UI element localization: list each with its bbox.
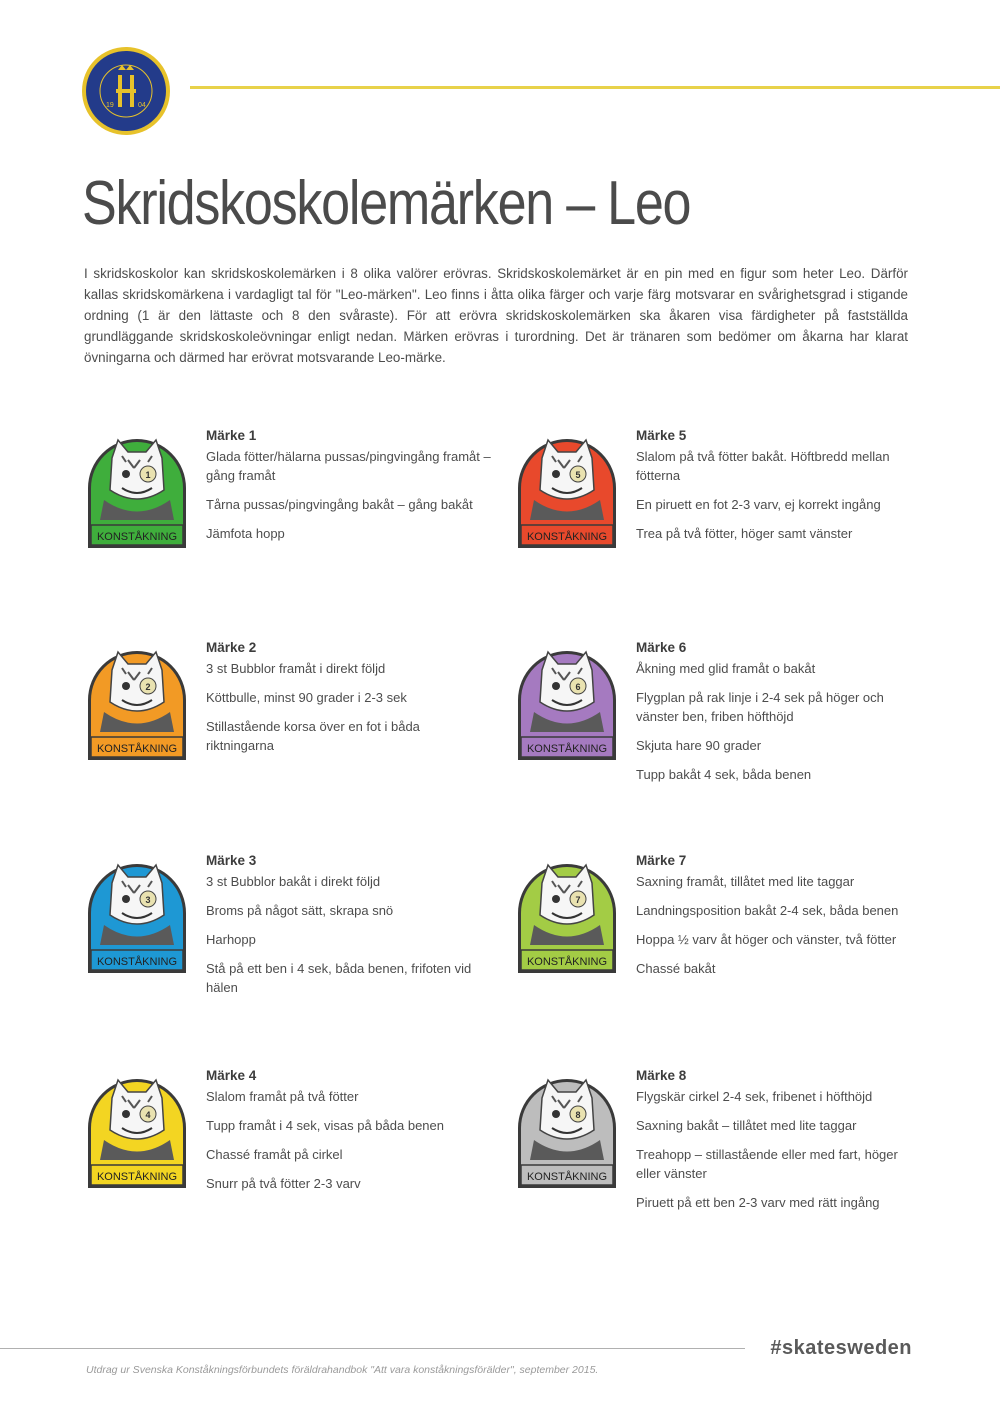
skill-item: Snurr på två fötter 2-3 varv [206, 1176, 361, 1191]
skill-item: 3 st Bubblor framåt i direkt följd [206, 661, 386, 676]
svg-text:6: 6 [575, 682, 581, 692]
badge-title: Märke 8 [636, 1068, 687, 1083]
intro-paragraph: I skridskoskolor kan skridskoskolemärken i 8 olika valörer erövras. Skridskoskolemärket är en pin med en figur som heter Leo. Därför kallas skridskomärkena i vardagligt tal för "Leo-märken". Leo finns i åtta olika färger och varje färg motsvarar en svårighetsgrad i stigande ordning (1 är den lättaste och 8 den svåraste). För att erövra skridskoskolemärken ska åkaren visa färdigheter på fastställda grundläggande skridskoskoleövningar enligt nedan. Märken erövras i turordning. Det är tränaren som bedömer om åkarna har klarat övningarna och därmed har erövrat motsvarande Leo-märke. [84, 266, 908, 365]
svg-text:19: 19 [106, 102, 114, 109]
leo-cat-icon [512, 428, 622, 550]
skill-item: Flygplan på rak linje i 2-4 sek på höger och vänster ben, friben höfthöjd [636, 690, 884, 724]
svg-text:5: 5 [575, 470, 581, 480]
badge-description [206, 428, 491, 553]
skill-item: Hoppa ½ varv åt höger och vänster, två fötter [636, 932, 897, 947]
svg-text:8: 8 [575, 1110, 581, 1120]
svg-text:KONSTÅKNING: KONSTÅKNING [96, 956, 178, 968]
skill-item: Piruett på ett ben 2-3 varv med rätt ingång [636, 1195, 880, 1210]
badge-description [206, 853, 491, 1007]
svg-text:KONSTÅKNING: KONSTÅKNING [526, 956, 608, 968]
leo-cat-icon [82, 428, 192, 550]
badge-description [636, 853, 921, 988]
badge-title: Märke 2 [206, 640, 257, 655]
svg-text:KONSTÅKNING: KONSTÅKNING [96, 743, 178, 755]
skill-item: Treahopp – stillastående eller med fart, höger eller vänster [636, 1147, 898, 1181]
federation-crest-icon [80, 45, 172, 137]
skill-item: Stå på ett ben i 4 sek, båda benen, frifoten vid hälen [206, 961, 472, 995]
skill-item: Tupp framåt i 4 sek, visas på båda benen [206, 1118, 444, 1133]
leo-cat-icon [512, 1068, 622, 1190]
leo-cat-icon [512, 640, 622, 762]
badge-title: Märke 3 [206, 853, 257, 868]
skill-item: Skjuta hare 90 grader [636, 738, 762, 753]
skill-item: Harhopp [206, 932, 256, 947]
skill-item: 3 st Bubblor bakåt i direkt följd [206, 874, 381, 889]
badge-description [206, 640, 491, 765]
skill-item: En piruett en fot 2-3 varv, ej korrekt ingång [636, 497, 881, 512]
badge-title: Märke 5 [636, 428, 687, 443]
badge-description [636, 1068, 921, 1222]
source-footnote: Utdrag ur Svenska Konståkningsförbundets föräldrahandbok "Att vara konståkningsförälder", september 2015. [86, 1364, 599, 1376]
svg-text:04: 04 [138, 102, 146, 109]
skill-item: Chassé bakåt [636, 961, 716, 976]
badge-description [636, 428, 921, 553]
skill-item: Slalom på två fötter bakåt. Höftbredd mellan fötterna [636, 449, 890, 483]
skill-item: Landningsposition bakåt 2-4 sek, båda benen [636, 903, 899, 918]
badge-title: Märke 4 [206, 1068, 257, 1083]
badge-description [636, 640, 921, 794]
svg-text:4: 4 [145, 1110, 151, 1120]
skill-item: Jämfota hopp [206, 526, 285, 541]
page-title: Skridskoskolemärken – Leo [82, 169, 691, 238]
badge-description [206, 1068, 491, 1203]
svg-text:KONSTÅKNING: KONSTÅKNING [526, 531, 608, 543]
leo-cat-icon [82, 1068, 192, 1190]
svg-text:KONSTÅKNING: KONSTÅKNING [526, 743, 608, 755]
skill-item: Slalom framåt på två fötter [206, 1089, 359, 1104]
skill-item: Åkning med glid framåt o bakåt [636, 661, 816, 676]
badge-title: Märke 7 [636, 853, 687, 868]
header-rule [190, 86, 1000, 89]
svg-text:KONSTÅKNING: KONSTÅKNING [96, 531, 178, 543]
footer-rule [0, 1348, 745, 1349]
skill-item: Glada fötter/hälarna pussas/pingvingång framåt – gång framåt [206, 449, 491, 483]
skill-item: Flygskär cirkel 2-4 sek, fribenet i höfthöjd [636, 1089, 873, 1104]
skill-item: Chassé framåt på cirkel [206, 1147, 343, 1162]
leo-cat-icon [82, 640, 192, 762]
skill-item: Saxning bakåt – tillåtet med lite taggar [636, 1118, 857, 1133]
hashtag: #skatesweden [770, 1337, 912, 1359]
skill-item: Köttbulle, minst 90 grader i 2-3 sek [206, 690, 407, 705]
svg-text:1: 1 [145, 470, 151, 480]
skill-item: Saxning framåt, tillåtet med lite taggar [636, 874, 855, 889]
leo-cat-icon [82, 853, 192, 975]
svg-text:7: 7 [575, 895, 581, 905]
leo-cat-icon [512, 853, 622, 975]
skill-item: Tupp bakåt 4 sek, båda benen [636, 767, 812, 782]
skill-item: Broms på något sätt, skrapa snö [206, 903, 394, 918]
svg-text:2: 2 [145, 682, 151, 692]
svg-text:KONSTÅKNING: KONSTÅKNING [526, 1171, 608, 1183]
skill-item: Tårna pussas/pingvingång bakåt – gång bakåt [206, 497, 473, 512]
skill-item: Trea på två fötter, höger samt vänster [636, 526, 853, 541]
badge-title: Märke 1 [206, 428, 257, 443]
badge-title: Märke 6 [636, 640, 687, 655]
skill-item: Stillastående korsa över en fot i båda riktningarna [206, 719, 420, 753]
svg-text:KONSTÅKNING: KONSTÅKNING [96, 1171, 178, 1183]
svg-text:3: 3 [145, 895, 151, 905]
